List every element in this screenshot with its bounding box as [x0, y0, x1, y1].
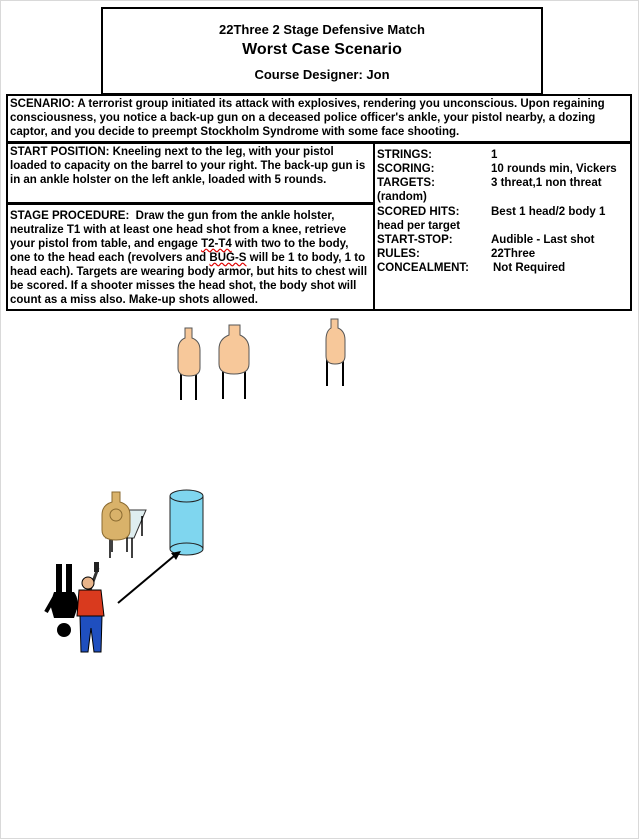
scoring-label: SCORING: [377, 163, 435, 175]
scored-hits-note: head per target [377, 220, 461, 232]
targets-note: (random) [377, 191, 427, 203]
scenario-label: SCENARIO: [10, 98, 75, 110]
cardboard-target [102, 492, 130, 552]
course-designer: Course Designer: Jon [254, 67, 390, 82]
concealment-label: CONCEALMENT: [377, 262, 469, 274]
procedure-part-a: Draw the gun from the ankle holster, neutralize T1 with at least one head shot from a knee, retrieve your pistol from table, and engage [10, 210, 347, 250]
downed-officer [46, 564, 80, 637]
scenario-body: A terrorist group initiated its attack with explosives, rendering you unconscious. Upon regaining consciousness, you notice a back-up gun on a deceased police officer's ankle, your pistol nearby, a dozing captor, and you decide to preempt Stockholm Syndrome with some face shooting. [10, 98, 605, 138]
stage-procedure-label: STAGE PROCEDURE: [10, 210, 130, 222]
targets-value: 3 threat,1 non threat [491, 177, 602, 189]
scored-hits-value: Best 1 head/2 body 1 [491, 206, 606, 218]
target-3 [326, 319, 345, 386]
strings-label: STRINGS: [377, 149, 432, 161]
start-position-body: Kneeling next to the leg, with your pistol loaded to capacity on the barrel to your right. The back-up gun is in an ankle holster on the left ankle, loaded with 5 rounds. [10, 146, 366, 186]
scored-hits-label: SCORED HITS: [377, 206, 460, 218]
scoring-value: 10 rounds min, Vickers [491, 163, 617, 175]
stage-title: Worst Case Scenario [242, 41, 402, 58]
target-1 [178, 328, 200, 400]
movement-arrow [118, 551, 181, 603]
start-position-label: START POSITION: [10, 146, 110, 158]
shooter [77, 562, 104, 652]
target-2 [219, 325, 249, 399]
targets-label: TARGETS: [377, 177, 435, 189]
strings-value: 1 [491, 149, 498, 161]
procedure-targets-ref: T2-T4 [201, 238, 232, 250]
concealment-value: Not Required [493, 262, 566, 274]
procedure-bugs-ref: BUG-S [209, 252, 247, 264]
procedure-part-b: with two to the body, one to the head each (revolvers and [10, 238, 349, 264]
procedure-part-c: will be 1 to body, 1 to head each). Targets are wearing body armor, but hits to chest will be scored. If a shooter misses the head shot, the body shot will count as a miss also. Make-up shots allowed. [10, 252, 368, 306]
match-name: 22Three 2 Stage Defensive Match [219, 22, 425, 37]
barrel [170, 490, 203, 555]
rules-label: RULES: [377, 248, 420, 260]
start-stop-value: Audible - Last shot [491, 234, 595, 246]
start-stop-label: START-STOP: [377, 234, 453, 246]
rules-value: 22Three [491, 248, 536, 260]
